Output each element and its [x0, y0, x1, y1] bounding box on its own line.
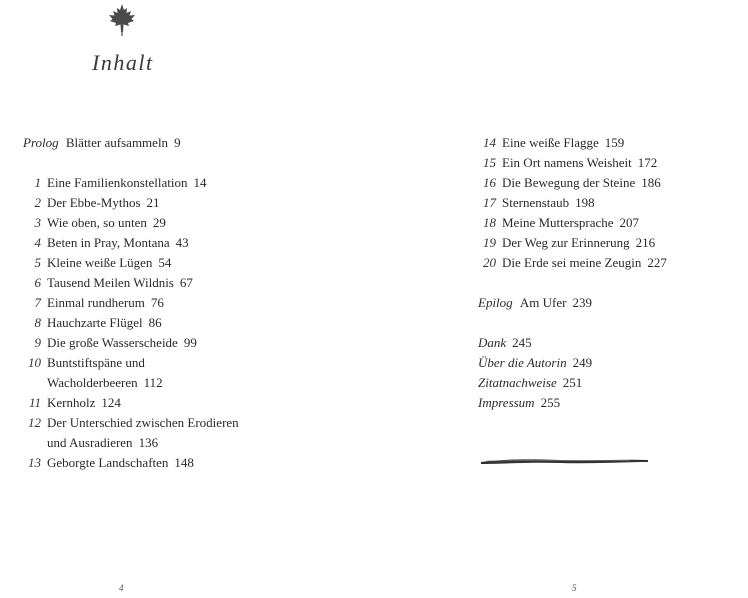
backmatter-label: Zitatnachweise	[478, 375, 557, 390]
maple-leaf-icon	[104, 2, 140, 38]
chapter-page: 112	[143, 375, 163, 390]
chapter-title-line1: Der Unterschied zwischen Erodieren	[47, 415, 239, 430]
chapter-number: 10	[28, 355, 41, 370]
toc-list-right	[478, 133, 738, 413]
chapter-title: Die große Wasserscheide	[47, 335, 178, 350]
toc-chapter-20[interactable]	[478, 253, 738, 273]
toc-dank[interactable]	[478, 333, 738, 353]
chapter-number: 9	[34, 335, 41, 350]
toc-chapter-10[interactable]	[23, 353, 353, 393]
chapter-number: 5	[34, 255, 41, 270]
chapter-page: 136	[138, 435, 159, 450]
toc-chapter-3[interactable]	[23, 213, 353, 233]
toc-chapter-18[interactable]	[478, 213, 738, 233]
chapter-title: Kernholz	[47, 395, 96, 410]
chapter-number: 4	[34, 235, 41, 250]
toc-chapter-13[interactable]	[23, 453, 353, 473]
toc-prolog[interactable]	[23, 133, 353, 153]
chapter-page: 186	[641, 175, 661, 190]
toc-chapter-11[interactable]	[23, 393, 353, 413]
chapter-page: 227	[647, 255, 667, 270]
toc-chapter-12[interactable]	[23, 413, 353, 453]
toc-impressum[interactable]	[478, 393, 738, 413]
page-number-right: 5	[572, 583, 577, 593]
chapter-number: 17	[483, 195, 496, 210]
chapter-page: 43	[175, 235, 189, 250]
chapter-page: 29	[152, 215, 166, 230]
chapter-title: Ein Ort namens Weisheit	[502, 155, 632, 170]
backmatter-page: 251	[562, 375, 583, 390]
chapter-number: 6	[34, 275, 41, 290]
backmatter-page: 249	[572, 355, 593, 370]
brush-stroke-divider	[480, 455, 650, 467]
chapter-title: Einmal rundherum	[47, 295, 145, 310]
chapter-title-line2: Wacholderbeeren	[47, 375, 138, 390]
chapter-page: 216	[635, 235, 656, 250]
toc-chapter-6[interactable]	[23, 273, 353, 293]
toc-chapter-14[interactable]	[478, 133, 738, 153]
chapter-page: 76	[150, 295, 164, 310]
toc-chapter-8[interactable]	[23, 313, 353, 333]
chapter-page: 99	[183, 335, 197, 350]
chapter-title: Beten in Pray, Montana	[47, 235, 170, 250]
chapter-title: Eine weiße Flagge	[502, 135, 599, 150]
toc-list-left	[23, 133, 353, 473]
toc-chapter-17[interactable]	[478, 193, 738, 213]
toc-chapter-16[interactable]	[478, 173, 738, 193]
chapter-number: 8	[34, 315, 41, 330]
toc-chapter-5[interactable]	[23, 253, 353, 273]
chapter-page: 148	[174, 455, 194, 470]
backmatter-page: 255	[540, 395, 561, 410]
backmatter-page: 245	[512, 335, 532, 350]
prolog-title: Blätter aufsammeln	[65, 135, 169, 150]
page-number-left: 4	[119, 583, 124, 593]
chapter-title: Die Erde sei meine Zeugin	[502, 255, 642, 270]
chapter-page: 14	[193, 175, 207, 190]
chapter-number: 12	[28, 415, 41, 430]
toc-chapter-19[interactable]	[478, 233, 738, 253]
chapter-title: Kleine weiße Lügen	[47, 255, 153, 270]
page-title: Inhalt	[92, 50, 154, 75]
chapter-number: 13	[28, 455, 41, 470]
chapter-page: 67	[179, 275, 193, 290]
toc-chapter-2[interactable]	[23, 193, 353, 213]
toc-chapter-4[interactable]	[23, 233, 353, 253]
chapter-number: 2	[34, 195, 41, 210]
chapter-title-line2: und Ausradieren	[47, 435, 133, 450]
backmatter-label: Über die Autorin	[478, 355, 567, 370]
chapter-number: 3	[34, 215, 41, 230]
epilog-page: 239	[572, 295, 592, 310]
chapter-number: 1	[34, 175, 41, 190]
chapter-number: 18	[483, 215, 496, 230]
chapter-number: 7	[34, 295, 41, 310]
backmatter-label: Impressum	[478, 395, 535, 410]
toc-chapter-1[interactable]	[23, 173, 353, 193]
chapter-page: 86	[148, 315, 162, 330]
backmatter-label: Dank	[478, 335, 507, 350]
epilog-title: Am Ufer	[519, 295, 567, 310]
chapter-page: 21	[146, 195, 160, 210]
chapter-title: Der Weg zur Erinnerung	[502, 235, 630, 250]
chapter-title: Geborgte Landschaften	[47, 455, 169, 470]
chapter-page: 172	[637, 155, 658, 170]
chapter-title-line1: Buntstiftspäne und	[47, 355, 145, 370]
chapter-page: 198	[575, 195, 595, 210]
chapter-number: 19	[483, 235, 496, 250]
toc-chapter-15[interactable]	[478, 153, 738, 173]
chapter-title: Eine Familienkonstellation	[47, 175, 188, 190]
toc-epilog[interactable]	[478, 293, 738, 313]
chapter-number: 20	[483, 255, 496, 270]
chapter-title: Wie oben, so unten	[47, 215, 147, 230]
toc-chapter-9[interactable]	[23, 333, 353, 353]
chapter-title: Hauchzarte Flügel	[47, 315, 143, 330]
toc-ueber-die-autorin[interactable]	[478, 353, 738, 373]
prolog-page: 9	[174, 135, 181, 150]
chapter-title: Meine Muttersprache	[502, 215, 614, 230]
chapter-page: 207	[619, 215, 640, 230]
chapter-page: 54	[158, 255, 172, 270]
chapter-title: Tausend Meilen Wildnis	[47, 275, 174, 290]
chapter-title: Sternenstaub	[502, 195, 570, 210]
chapter-title: Die Bewegung der Steine	[502, 175, 636, 190]
epilog-label: Epilog	[478, 295, 513, 310]
chapter-page: 124	[101, 395, 121, 410]
prolog-label: Prolog	[23, 135, 59, 150]
chapter-number: 11	[28, 395, 41, 410]
toc-chapter-7[interactable]	[23, 293, 353, 313]
chapter-number: 15	[483, 155, 496, 170]
chapter-number: 14	[483, 135, 496, 150]
chapter-page: 159	[604, 135, 625, 150]
toc-zitatnachweise[interactable]	[478, 373, 738, 393]
chapter-title: Der Ebbe-Mythos	[47, 195, 141, 210]
chapter-number: 16	[483, 175, 496, 190]
